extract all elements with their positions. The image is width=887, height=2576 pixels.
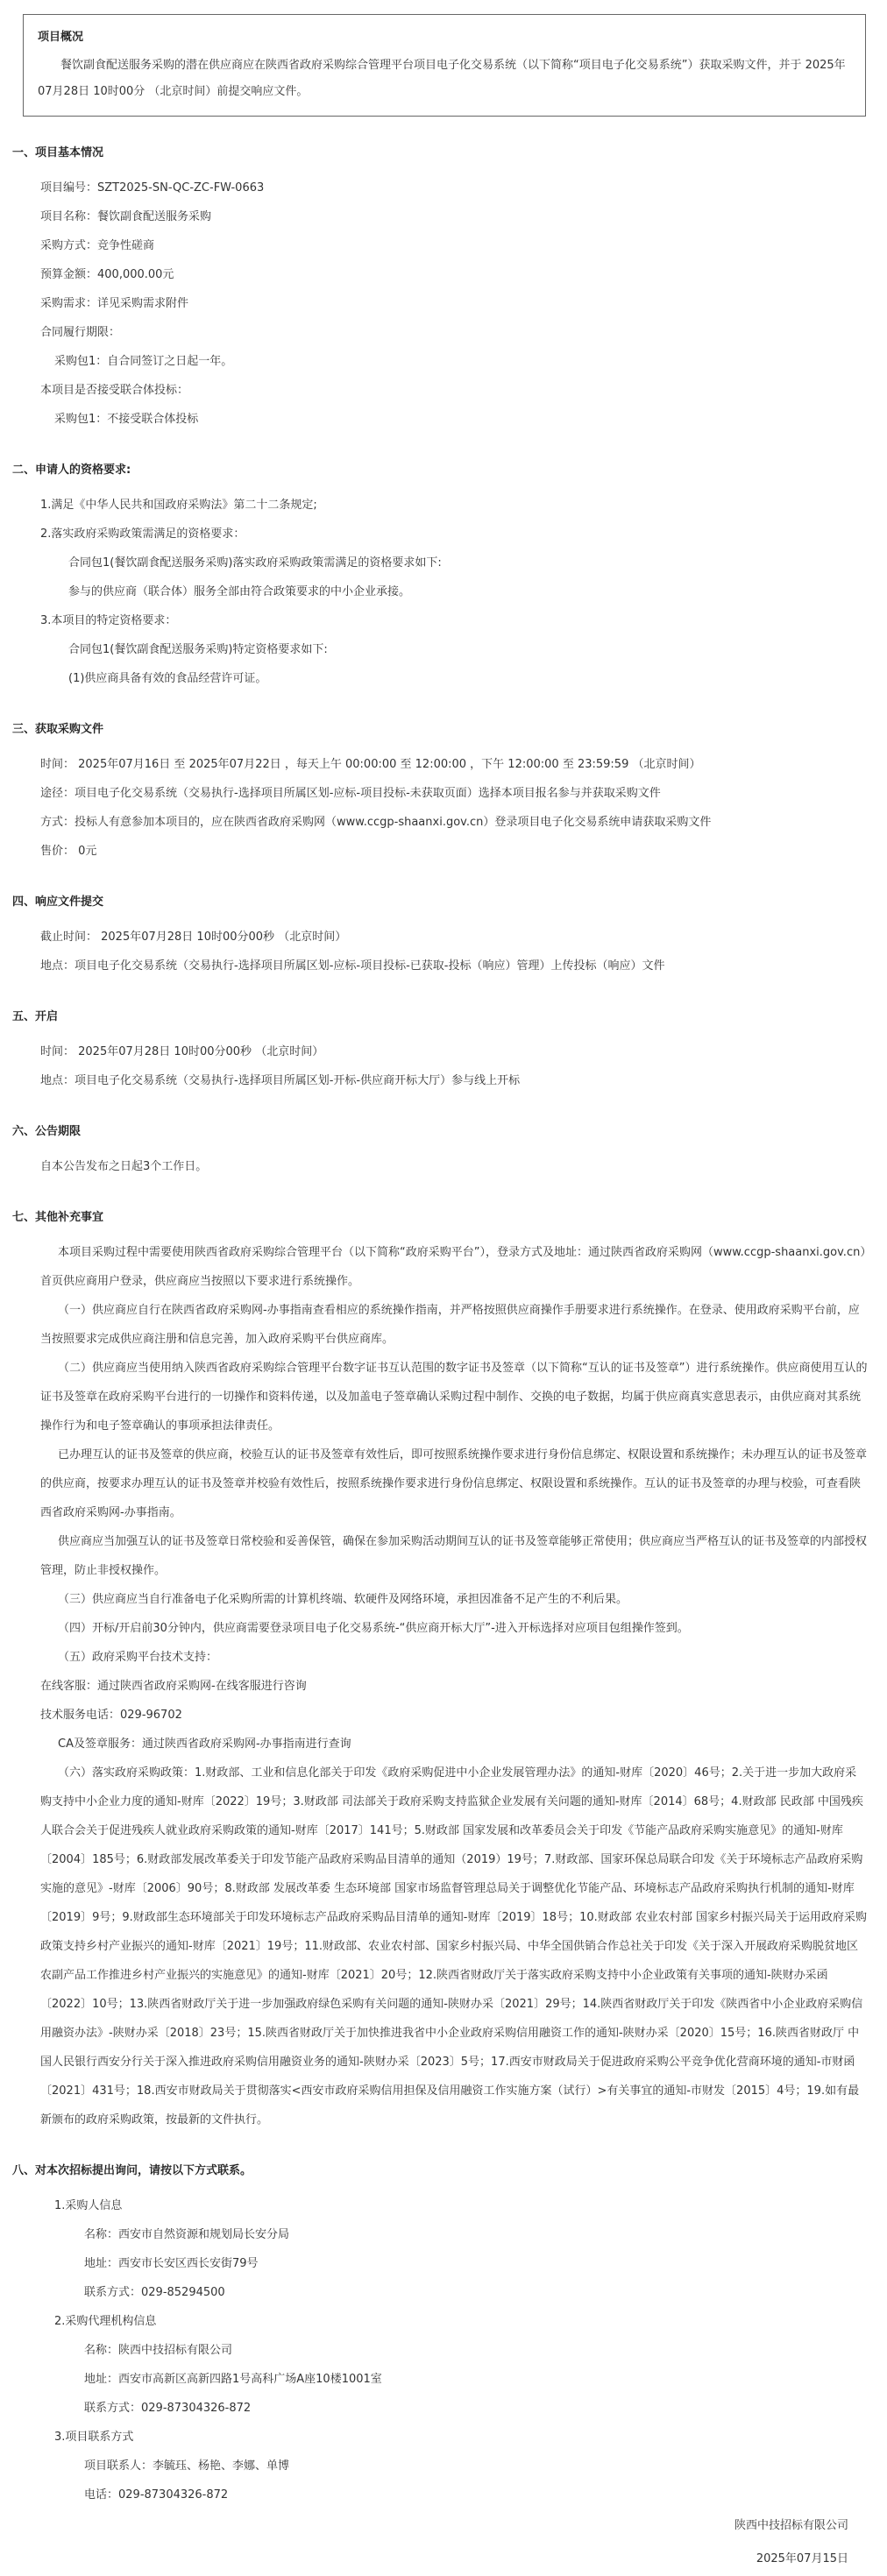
opening-location: 地点：项目电子化交易系统（交易执行-选择项目所属区划-开标-供应商开标大厅）参与线上开标 bbox=[40, 1074, 521, 1087]
opening-time: 时间： 2025年07月28日 10时00分00秒 （北京时间） bbox=[40, 1045, 324, 1058]
procurement-method: 采购方式：竞争性磋商 bbox=[40, 239, 155, 252]
section-title: 六、公告期限 bbox=[12, 1125, 82, 1138]
project-contact-title: 3.项目联系方式 bbox=[54, 2431, 134, 2444]
submission-location: 地点：项目电子化交易系统（交易执行-选择项目所属区划-应标-项目投标-已获取-投标（响应）管理）上传投标（响应）文件 bbox=[40, 959, 665, 973]
ca-service: CA及签章服务：通过陕西省政府采购网-办事指南进行查询 bbox=[58, 1737, 351, 1751]
section-title: 七、其他补充事宜 bbox=[12, 1211, 104, 1224]
agent-phone: 联系方式：029-87304326-872 bbox=[84, 2402, 252, 2415]
budget-amount: 预算金额：400,000.00元 bbox=[40, 268, 174, 281]
section-title: 四、响应文件提交 bbox=[12, 895, 104, 909]
section-submission bbox=[12, 892, 868, 980]
list-item: 3.本项目的特定资格要求： bbox=[40, 614, 177, 627]
overview-title: 项目概况 bbox=[38, 31, 84, 44]
consortium-package1: 采购包1：不接受联合体投标 bbox=[54, 413, 199, 426]
obtain-price: 售价： 0元 bbox=[40, 845, 97, 858]
section-opening bbox=[12, 1007, 868, 1095]
project-contact-phone: 电话：029-87304326-872 bbox=[84, 2488, 229, 2502]
contract-period-label: 合同履行期限： bbox=[40, 326, 121, 339]
paragraph: 供应商应当加强互认的证书及签章日常校验和妥善保管，确保在参加采购活动期间互认的证书及签章能够正常使用；供应商应当严格互认的证书及签章的内部授权管理，防止非授权操作。 bbox=[40, 1535, 868, 1577]
procurement-requirement: 采购需求：详见采购需求附件 bbox=[40, 297, 189, 310]
agent-address: 地址：西安市高新区高新四路1号高科广场A座10楼1001室 bbox=[84, 2373, 382, 2386]
buyer-info-title: 1.采购人信息 bbox=[54, 2199, 123, 2212]
policy-paragraph: （六）落实政府采购政策：1.财政部、工业和信息化部关于印发《政府采购促进中小企业发展管理办法》的通知-财库〔2020〕46号；2.关于进一步加大政府采购支持中小企业力度的通知-财库〔2022〕19号；3.财政部 司法部关于政府采购支持监狱企业发展有关问题的通知-财库〔2014〕68号；4.财政部 民政部 中国残疾人联合会关于促进残疾人就业政府采购政策的通知-财库〔2017〕141号；5.财政部 国家发展和改革委员会关于印发《节能产品政府采购实施意见》的通知-财库〔2004〕185号；6.财政部发展改革委关于印发节能产品政府采购品目清单的通知（2019）19号；7.财政部、国家环保总局联合印发《关于环境标志产品政府采购实施的意见》-财库〔2006〕90号；8.财政部 发展改革委 生态环境部 国家市场监督管理总局关于调整优化节能产品、环境标志产品政府采购执行机制的通知-财库〔2019〕9号；9.财政部生态环境部关于印发环境标志产品政府采购品目清单的通知-财库〔2019〕18号；10.财政部 农业农村部 国家乡村振兴局关于运用政府采购政策支持乡村产业振兴的通知-财库〔2021〕19号；11.财政部、农业农村部、国家乡村振兴局、中华全国供销合作总社关于印发《关于深入开展政府采购脱贫地区农副产品工作推进乡村产业振兴的实施意见》的通知-财库〔2021〕20号；12.陕西省财政厅关于落实政府采购支持中小企业政策有关事项的通知-陕财办采函〔2022〕10号；13.陕西省财政厅关于进一步加强政府绿色采购有关问题的通知-陕财办采〔2021〕29号；14.陕西省财政厅关于印发《陕西省中小企业政府采购信用融资办法》-陕财办采〔2018〕23号；15.陕西省财政厅关于加快推进我省中小企业政府采购信用融资工作的通知-陕财办采〔2020〕15号；16.陕西省财政厅 中国人民银行西安分行关于深入推进政府采购信用融资业务的通知-陕财办采〔2023〕5号；17.西安市财政局关于促进政府采购公平竞争优化营商环境的通知-市财函〔2021〕431号；18.西安市财政局关于贯彻落实<西安市政府采购信用担保及信用融资工作实施方案（试行）>有关事宜的通知-市财发〔2015〕4号；19.如有最新颁布的政府采购政策，按最新的文件执行。 bbox=[40, 1766, 868, 2127]
section-obtain-documents bbox=[12, 719, 868, 866]
paragraph: （三）供应商应当自行准备电子化采购所需的计算机终端、软硬件及网络环境，承担因准备不足产生的不利后果。 bbox=[58, 1593, 628, 1606]
overview-body: 餐饮副食配送服务采购的潜在供应商应在陕西省政府采购综合管理平台项目电子化交易系统（以下简称“项目电子化交易系统”）获取采购文件，并于 2025年07月28日 10时00分 （北京时间）前提交响应文件。 bbox=[38, 59, 846, 98]
section-qualification bbox=[12, 460, 868, 693]
section-title: 三、获取采购文件 bbox=[12, 723, 104, 736]
section-contact bbox=[12, 2161, 868, 2509]
project-name: 项目名称：餐饮副食配送服务采购 bbox=[40, 210, 212, 223]
section-basic-info bbox=[12, 143, 868, 434]
paragraph: （五）政府采购平台技术支持： bbox=[58, 1651, 218, 1664]
online-service: 在线客服：通过陕西省政府采购网-在线客服进行咨询 bbox=[40, 1680, 307, 1693]
signature-company: 陕西中技招标有限公司 bbox=[734, 2519, 848, 2532]
section-title: 八、对本次招标提出询问，请按以下方式联系。 bbox=[12, 2164, 252, 2177]
section-notice-period bbox=[12, 1122, 868, 1181]
list-item: 1.满足《中华人民共和国政府采购法》第二十二条规定; bbox=[40, 499, 317, 512]
project-number: 项目编号：SZT2025-SN-QC-ZC-FW-0663 bbox=[40, 181, 265, 195]
paragraph: （一）供应商应自行在陕西省政府采购网-办事指南查看相应的系统操作指南，并严格按照供应商操作手册要求进行系统操作。在登录、使用政府采购平台前，应当按照要求完成供应商注册和信息完善，加入政府采购平台供应商库。 bbox=[40, 1304, 860, 1346]
obtain-channel: 途径：项目电子化交易系统（交易执行-选择项目所属区划-应标-项目投标-未获取页面）选择本项目报名参与并获取采购文件 bbox=[40, 787, 661, 800]
agent-info-title: 2.采购代理机构信息 bbox=[54, 2315, 157, 2328]
paragraph: 已办理互认的证书及签章的供应商，校验互认的证书及签章有效性后，即可按照系统操作要求进行身份信息绑定、权限设置和系统操作；未办理互认的证书及签章的供应商，按要求办理互认的证书及签章并校验有效性后，按照系统操作要求进行身份信息绑定、权限设置和系统操作。互认的证书及签章的办理与校验，可查看陕西省政府采购网-办事指南。 bbox=[40, 1448, 868, 1519]
consortium-label: 本项目是否接受联合体投标： bbox=[40, 384, 189, 397]
project-contact-people: 项目联系人：李毓珏、杨艳、李娜、单博 bbox=[84, 2459, 290, 2473]
list-item: 合同包1(餐饮副食配送服务采购)落实政府采购政策需满足的资格要求如下: bbox=[68, 556, 442, 570]
tech-support-phone: 技术服务电话：029-96702 bbox=[40, 1709, 182, 1722]
list-item: 2.落实政府采购政策需满足的资格要求： bbox=[40, 527, 245, 541]
paragraph: （二）供应商应当使用纳入陕西省政府采购综合管理平台数字证书互认范围的数字证书及签章（以下简称“互认的证书及签章”）进行系统操作。供应商使用互认的证书及签章在政府采购平台进行的一切操作和资料传递，以及加盖电子签章确认采购过程中制作、交换的电子数据，均属于供应商真实意思表示，由供应商对其系统操作行为和电子签章确认的事项承担法律责任。 bbox=[40, 1362, 868, 1433]
buyer-address: 地址：西安市长安区西长安街79号 bbox=[84, 2257, 259, 2270]
list-item: 合同包1(餐饮副食配送服务采购)特定资格要求如下: bbox=[68, 643, 328, 656]
section-other-matters bbox=[12, 1207, 868, 2134]
section-title: 五、开启 bbox=[12, 1010, 59, 1023]
submission-deadline: 截止时间： 2025年07月28日 10时00分00秒 （北京时间） bbox=[40, 931, 347, 944]
paragraph: （四）开标/开启前30分钟内，供应商需要登录项目电子化交易系统-“供应商开标大厅”-进入开标选择对应项目包组操作签到。 bbox=[58, 1622, 689, 1635]
contract-period-package1: 采购包1：自合同签订之日起一年。 bbox=[54, 355, 233, 368]
section-title: 一、项目基本情况 bbox=[12, 146, 104, 159]
notice-period: 自本公告发布之日起3个工作日。 bbox=[40, 1160, 208, 1173]
obtain-time: 时间： 2025年07月16日 至 2025年07月22日 ，每天上午 00:00:00 至 12:00:00 ，下午 12:00:00 至 23:59:59 （北京时间） bbox=[40, 758, 701, 771]
buyer-phone: 联系方式：029-85294500 bbox=[84, 2286, 225, 2299]
section-title: 二、申请人的资格要求: bbox=[12, 464, 131, 477]
list-item: (1)供应商具备有效的食品经营许可证。 bbox=[68, 672, 267, 685]
project-overview-box bbox=[23, 14, 866, 117]
buyer-name: 名称：西安市自然资源和规划局长安分局 bbox=[84, 2228, 290, 2241]
list-item: 参与的供应商（联合体）服务全部由符合政策要求的中小企业承接。 bbox=[68, 585, 411, 598]
agent-name: 名称：陕西中技招标有限公司 bbox=[84, 2344, 233, 2357]
obtain-method: 方式：投标人有意参加本项目的，应在陕西省政府采购网（www.ccgp-shaanxi.gov.cn）登录项目电子化交易系统申请获取采购文件 bbox=[40, 816, 712, 829]
signature-date: 2025年07月15日 bbox=[756, 2552, 848, 2565]
paragraph: 本项目采购过程中需要使用陕西省政府采购综合管理平台（以下简称“政府采购平台”），登录方式及地址：通过陕西省政府采购网（www.ccgp-shaanxi.gov.cn）首页供应商用户登录，供应商应当按照以下要求进行系统操作。 bbox=[40, 1246, 866, 1288]
